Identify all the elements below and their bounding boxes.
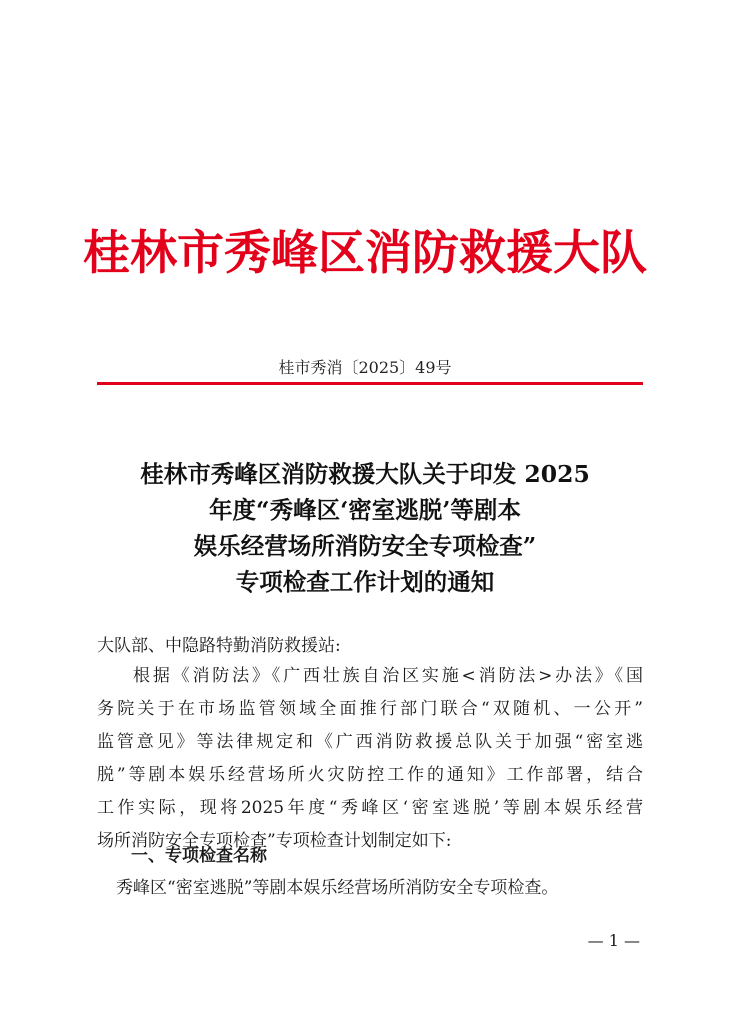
red-separator-line xyxy=(97,382,643,385)
body-line-6: 场所消防安全专项检查”专项检查计划制定如下: xyxy=(97,831,452,851)
issuing-authority-masthead: 桂林市秀峰区消防救援大队 xyxy=(83,226,647,281)
body-line-3: 监管意见》等法律规定和《广西消防救援总队关于加强“密室逃 xyxy=(97,732,643,752)
document-title xyxy=(0,456,730,600)
title-line-3: 娱乐经营场所消防安全专项检查” xyxy=(193,532,537,560)
body-line-5: 工作实际，现将2025年度“秀峰区‘密室逃脱’等剧本娱乐经营 xyxy=(97,798,643,818)
body-paragraph xyxy=(97,660,643,858)
document-number: 桂市秀消〔2025〕49号 xyxy=(278,358,452,377)
title-line-1: 桂林市秀峰区消防救援大队关于印发 2025 xyxy=(140,460,590,488)
body-line-1: 根据《消防法》《广西壮族自治区实施<消防法>办法》《国 xyxy=(133,666,643,686)
body-line-4: 脱”等剧本娱乐经营场所火灾防控工作的通知》工作部署，结合 xyxy=(97,765,643,785)
title-line-4: 专项检查工作计划的通知 xyxy=(235,568,495,596)
section-heading-1: 一、专项检查名称 xyxy=(131,846,267,866)
section-1-text: 秀峰区“密室逃脱”等剧本娱乐经营场所消防安全专项检查。 xyxy=(116,878,559,898)
page-number: — 1 — xyxy=(587,931,640,950)
salutation: 大队部、中隐路特勤消防救援站: xyxy=(97,636,341,656)
body-line-2: 务院关于在市场监管领域全面推行部门联合“双随机、一公开” xyxy=(97,699,643,719)
title-line-2: 年度“秀峰区‘密室逃脱’等剧本 xyxy=(209,496,521,524)
